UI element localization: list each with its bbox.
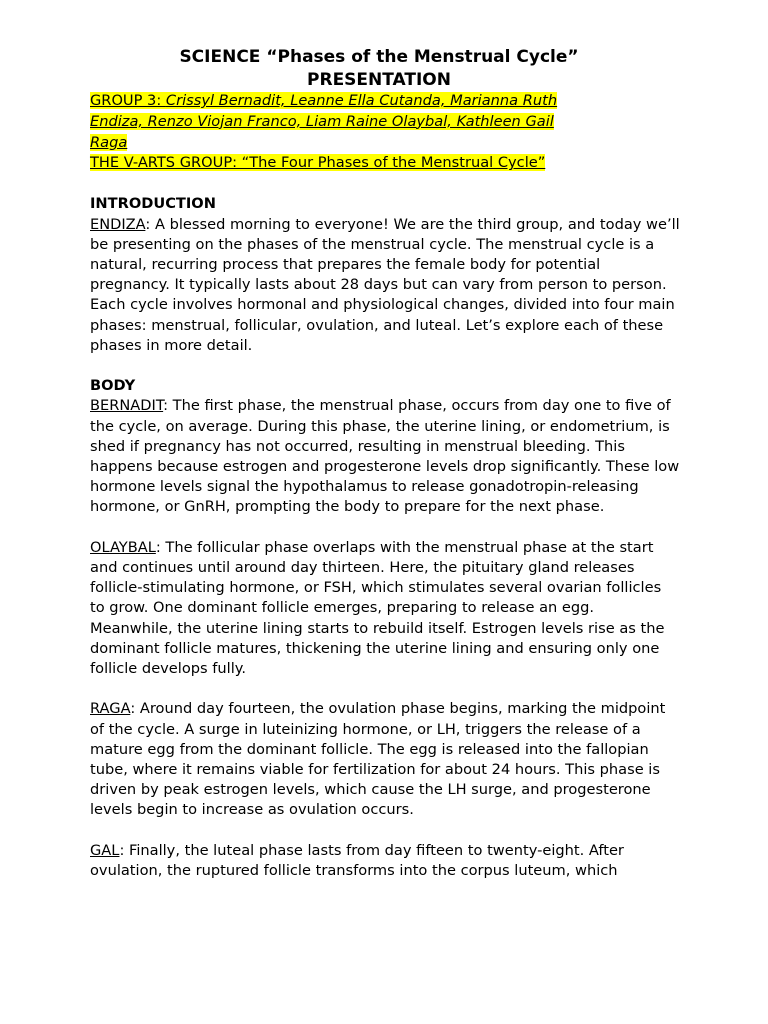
speaker-name: BERNADIT <box>90 397 164 415</box>
paragraph-text: : Around day fourteen, the ovulation phase begins, marking the midpoint of the cycle. A surge in luteinizing hormone, or LH, triggers the release of a mature egg from the dominant follicle. The egg is released into the fallopian tube, where it remains viable for fertilization for about 24 hours. This phase is driven by peak estrogen levels, which cause the LH surge, and progesterone levels begin to increase as ovulation occurs. <box>90 700 666 819</box>
spacer <box>90 356 680 376</box>
group-line-3 <box>90 133 680 154</box>
document-title <box>90 46 680 91</box>
body-paragraph <box>90 699 680 820</box>
group-label: GROUP 3: <box>90 92 166 109</box>
body-paragraph <box>90 538 680 679</box>
document-page <box>90 46 680 881</box>
title-line-1: SCIENCE “Phases of the Menstrual Cycle” <box>179 47 579 67</box>
group-line-1 <box>90 91 680 112</box>
group-members-block <box>90 91 680 174</box>
spacer <box>90 679 680 699</box>
paragraph-text: : A blessed morning to everyone! We are the third group, and today we’ll be presenting on the phases of the menstrual cycle. The menstrual cycle is a natural, recurring process that prepares the female body for potential pregnancy. It typically lasts about 28 days but can vary from person to person. Each cycle involves hormonal and physiological changes, divided into four main phases: menstrual, follicular, ovulation, and luteal. Let’s explore each of these phases in more detail. <box>90 215 680 354</box>
speaker-name: ENDIZA <box>90 215 146 233</box>
paragraph-text: : The follicular phase overlaps with the menstrual phase at the start and continues until around day thirteen. Here, the pituitary gland releases follicle-stimulating hormone, or FSH, which stimulates several ovarian follicles to grow. One dominant follicle emerges, preparing to release an egg. Meanwhile, the uterine lining starts to rebuild itself. Estrogen levels rise as the dominant follicle matures, thickening the uterine lining and ensuring only one follicle develops fully. <box>90 538 665 678</box>
group-names-line-2: Endiza, Renzo Viojan Franco, Liam Raine Olaybal, Kathleen Gail <box>90 112 554 130</box>
paragraph-text: : The first phase, the menstrual phase, occurs from day one to five of the cycle, on average. During this phase, the uterine lining, or endometrium, is shed if pregnancy has not occurred, resulting in menstrual bleeding. This happens because estrogen and progesterone levels drop significantly. These low hormone levels signal the hypothalamus to release gonadotropin-releasing hormone, or GnRH, prompting the body to prepare for the next phase. <box>90 397 680 516</box>
title-line-2: PRESENTATION <box>307 69 451 90</box>
body-paragraph <box>90 841 680 881</box>
spacer <box>90 821 680 841</box>
paragraph-text: : Finally, the luteal phase lasts from day fifteen to twenty-eight. After ovulation, the ruptured follicle transforms into the corpus luteum, which <box>90 841 624 880</box>
group-names-line-1: Crissyl Bernadit, Leanne Ella Cutanda, Marianna Ruth <box>165 92 558 109</box>
body-paragraph <box>90 396 680 517</box>
speaker-name: GAL <box>90 841 120 859</box>
group-presentation-title: THE V-ARTS GROUP: “The Four Phases of the Menstrual Cycle” <box>90 154 546 172</box>
group-names-line-3: Raga <box>90 133 128 151</box>
group-line-4 <box>90 153 680 174</box>
introduction-heading: INTRODUCTION <box>90 195 216 213</box>
speaker-name: OLAYBAL <box>90 538 156 556</box>
introduction-paragraph <box>90 215 680 356</box>
group-line-2 <box>90 112 680 133</box>
spacer <box>90 518 680 538</box>
spacer <box>90 174 680 194</box>
body-heading: BODY <box>90 377 136 395</box>
speaker-name: RAGA <box>90 700 131 718</box>
